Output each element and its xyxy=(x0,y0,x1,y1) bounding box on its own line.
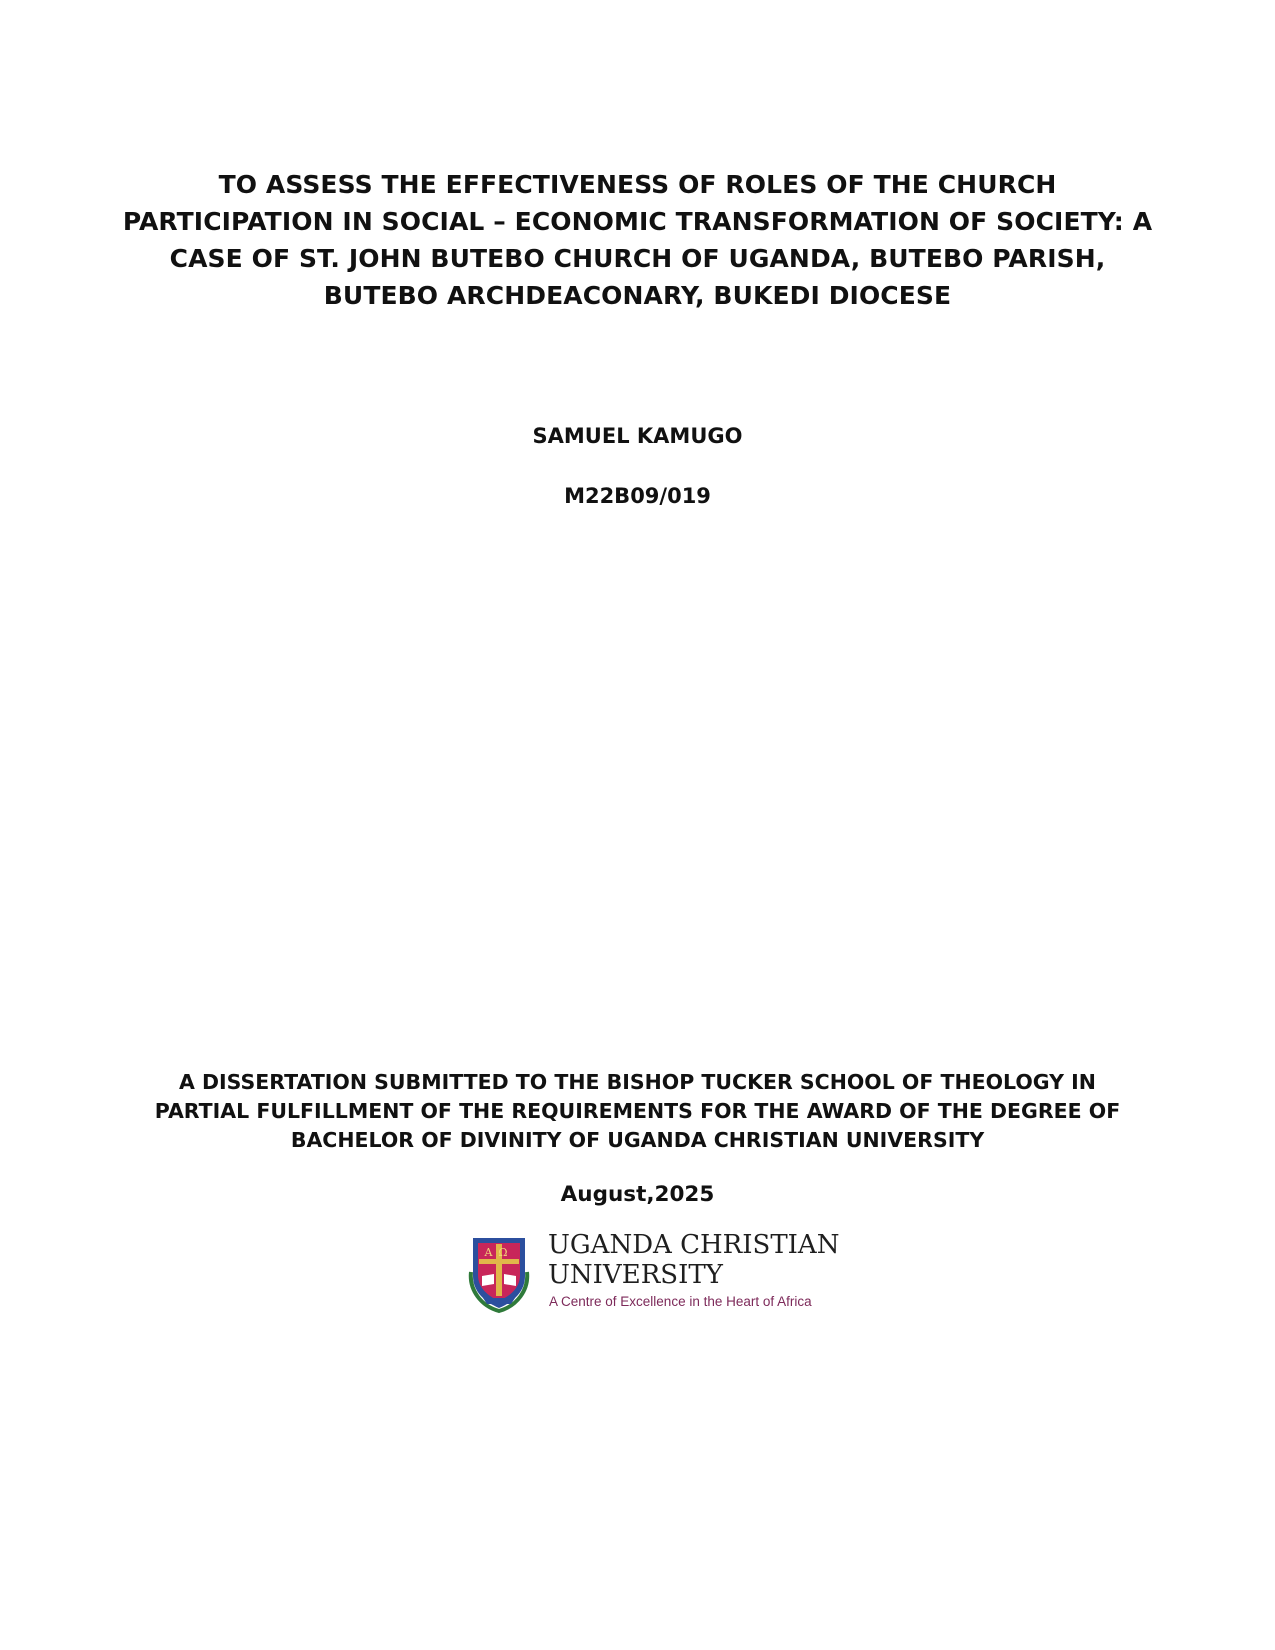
registration-number: M22B09/019 xyxy=(564,484,711,508)
crest-letters: AΩ xyxy=(484,1246,514,1259)
title-line: CASE OF ST. JOHN BUTEBO CHURCH OF UGANDA, BUTEBO PARISH, xyxy=(169,244,1106,273)
title-line: PARTICIPATION IN SOCIAL – ECONOMIC TRANSFORMATION OF SOCIETY: A xyxy=(122,207,1153,236)
title-line: BUTEBO ARCHDEACONARY, BUKEDI DIOCESE xyxy=(323,281,952,310)
author-name: SAMUEL KAMUGO xyxy=(532,424,743,448)
university-name-line: UNIVERSITY xyxy=(548,1260,723,1290)
university-name-line: UGANDA CHRISTIAN xyxy=(548,1230,840,1260)
dissertation-title xyxy=(120,166,1155,314)
title-line: TO ASSESS THE EFFECTIVENESS OF ROLES OF THE CHURCH xyxy=(218,170,1057,199)
submission-date: August,2025 xyxy=(560,1182,715,1207)
university-name xyxy=(548,1230,839,1290)
submission-line: PARTIAL FULFILLMENT OF THE REQUIREMENTS FOR THE AWARD OF THE DEGREE OF xyxy=(154,1099,1121,1123)
submission-line: A DISSERTATION SUBMITTED TO THE BISHOP TUCKER SCHOOL OF THEOLOGY IN xyxy=(179,1070,1096,1094)
university-crest-icon xyxy=(463,1232,535,1314)
university-tagline: A Centre of Excellence in the Heart of Africa xyxy=(549,1294,812,1309)
submission-statement xyxy=(120,1068,1155,1155)
university-logo xyxy=(463,1230,840,1320)
submission-line: BACHELOR OF DIVINITY OF UGANDA CHRISTIAN UNIVERSITY xyxy=(290,1128,985,1152)
